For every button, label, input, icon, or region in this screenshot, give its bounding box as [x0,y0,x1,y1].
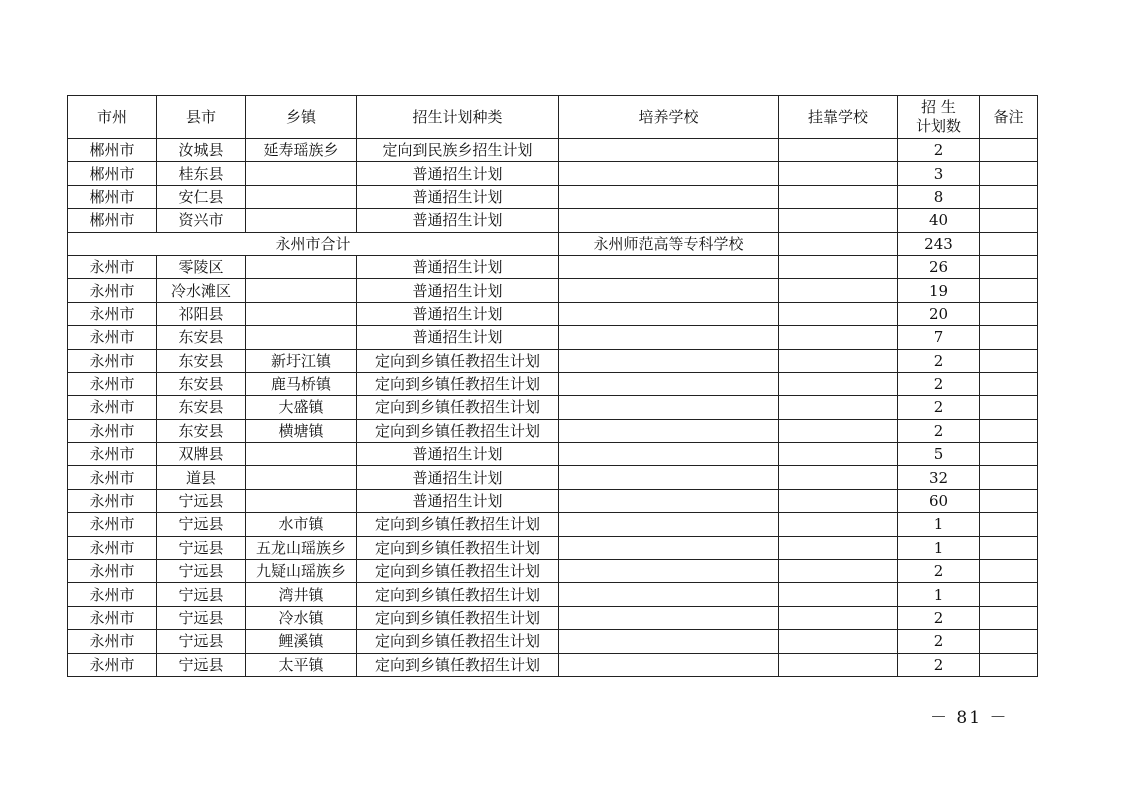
cell-plan-type: 普通招生计划 [357,443,559,466]
cell-county: 道县 [157,466,246,489]
cell-affiliated [779,162,898,185]
cell-county: 东安县 [157,372,246,395]
cell-affiliated [779,630,898,653]
cell-affiliated [779,513,898,536]
table-row [68,209,1038,232]
cell-county: 东安县 [157,396,246,419]
cell-county: 东安县 [157,419,246,442]
cell-plan-type: 普通招生计划 [357,185,559,208]
header-affiliated: 挂靠学校 [779,96,898,139]
table-row [68,489,1038,512]
cell-city: 永州市 [68,513,157,536]
cell-count: 20 [898,302,980,325]
summary-count: 243 [898,232,980,255]
cell-city: 永州市 [68,255,157,278]
table-row [68,279,1038,302]
cell-county: 冷水滩区 [157,279,246,302]
table-row [68,326,1038,349]
cell-city: 永州市 [68,396,157,419]
summary-affiliated [779,232,898,255]
cell-city: 永州市 [68,653,157,676]
cell-affiliated [779,349,898,372]
cell-plan-type: 定向到乡镇任教招生计划 [357,606,559,629]
header-school: 培养学校 [559,96,779,139]
cell-city: 郴州市 [68,162,157,185]
cell-county: 宁远县 [157,536,246,559]
cell-note [980,139,1038,162]
cell-note [980,372,1038,395]
cell-affiliated [779,396,898,419]
cell-school [559,139,779,162]
cell-affiliated [779,372,898,395]
cell-school [559,372,779,395]
cell-school [559,326,779,349]
cell-affiliated [779,606,898,629]
cell-plan-type: 普通招生计划 [357,489,559,512]
cell-note [980,279,1038,302]
cell-count: 2 [898,419,980,442]
table-row [68,396,1038,419]
cell-plan-type: 普通招生计划 [357,255,559,278]
table-row [68,583,1038,606]
cell-note [980,536,1038,559]
cell-note [980,302,1038,325]
header-plan-type: 招生计划种类 [357,96,559,139]
cell-plan-type: 普通招生计划 [357,326,559,349]
cell-school [559,419,779,442]
cell-county: 宁远县 [157,560,246,583]
cell-count: 2 [898,396,980,419]
cell-affiliated [779,209,898,232]
cell-county: 东安县 [157,326,246,349]
cell-city: 永州市 [68,443,157,466]
cell-count: 32 [898,466,980,489]
table-row [68,466,1038,489]
cell-school [559,279,779,302]
cell-town [246,443,357,466]
cell-county: 宁远县 [157,630,246,653]
cell-plan-type: 定向到乡镇任教招生计划 [357,419,559,442]
cell-city: 永州市 [68,536,157,559]
cell-plan-type: 普通招生计划 [357,302,559,325]
cell-city: 郴州市 [68,185,157,208]
table-row [68,653,1038,676]
cell-affiliated [779,255,898,278]
header-town: 乡镇 [246,96,357,139]
table-row [68,560,1038,583]
cell-county: 东安县 [157,349,246,372]
summary-section [68,232,1038,255]
cell-city: 永州市 [68,466,157,489]
cell-affiliated [779,185,898,208]
table-row [68,536,1038,559]
cell-city: 郴州市 [68,209,157,232]
header-count-line1: 招 生 [921,98,956,116]
cell-town [246,185,357,208]
rows-before [68,139,1038,233]
cell-count: 60 [898,489,980,512]
cell-note [980,349,1038,372]
cell-county: 祁阳县 [157,302,246,325]
cell-affiliated [779,139,898,162]
cell-note [980,583,1038,606]
cell-plan-type: 定向到乡镇任教招生计划 [357,396,559,419]
cell-affiliated [779,302,898,325]
cell-affiliated [779,536,898,559]
cell-town [246,326,357,349]
cell-city: 永州市 [68,630,157,653]
enrollment-plan-table [67,95,1038,677]
table-row [68,372,1038,395]
cell-town: 横塘镇 [246,419,357,442]
cell-affiliated [779,583,898,606]
cell-city: 永州市 [68,279,157,302]
cell-count: 40 [898,209,980,232]
cell-plan-type: 定向到民族乡招生计划 [357,139,559,162]
cell-school [559,513,779,536]
cell-note [980,396,1038,419]
table-row [68,162,1038,185]
cell-count: 7 [898,326,980,349]
cell-city: 永州市 [68,349,157,372]
cell-town: 湾井镇 [246,583,357,606]
cell-city: 永州市 [68,583,157,606]
table-row [68,255,1038,278]
table-row [68,139,1038,162]
cell-note [980,162,1038,185]
cell-county: 宁远县 [157,606,246,629]
cell-plan-type: 定向到乡镇任教招生计划 [357,372,559,395]
cell-town: 冷水镇 [246,606,357,629]
cell-school [559,630,779,653]
cell-city: 永州市 [68,302,157,325]
cell-school [559,162,779,185]
cell-town [246,489,357,512]
cell-count: 2 [898,606,980,629]
cell-count: 19 [898,279,980,302]
cell-county: 资兴市 [157,209,246,232]
cell-count: 2 [898,630,980,653]
cell-county: 双牌县 [157,443,246,466]
cell-count: 1 [898,583,980,606]
cell-count: 1 [898,513,980,536]
cell-count: 2 [898,653,980,676]
cell-note [980,443,1038,466]
cell-town: 九疑山瑶族乡 [246,560,357,583]
table-row [68,606,1038,629]
cell-affiliated [779,443,898,466]
cell-town: 延寿瑶族乡 [246,139,357,162]
summary-school: 永州师范高等专科学校 [559,232,779,255]
table-row [68,419,1038,442]
cell-school [559,255,779,278]
cell-plan-type: 普通招生计划 [357,162,559,185]
cell-city: 永州市 [68,372,157,395]
cell-city: 郴州市 [68,139,157,162]
cell-town [246,209,357,232]
cell-town: 大盛镇 [246,396,357,419]
cell-town [246,302,357,325]
cell-note [980,419,1038,442]
cell-city: 永州市 [68,560,157,583]
cell-count: 2 [898,139,980,162]
cell-affiliated [779,279,898,302]
table-row [68,630,1038,653]
cell-town [246,279,357,302]
cell-county: 宁远县 [157,513,246,536]
cell-city: 永州市 [68,419,157,442]
cell-count: 26 [898,255,980,278]
page-number: － 81 － [930,708,1009,728]
cell-town [246,466,357,489]
cell-note [980,209,1038,232]
cell-note [980,326,1038,349]
cell-note [980,513,1038,536]
header-note: 备注 [980,96,1038,139]
cell-county: 桂东县 [157,162,246,185]
cell-note [980,606,1038,629]
cell-town: 太平镇 [246,653,357,676]
cell-count: 2 [898,372,980,395]
cell-note [980,466,1038,489]
cell-town: 鲤溪镇 [246,630,357,653]
cell-town: 鹿马桥镇 [246,372,357,395]
cell-school [559,443,779,466]
cell-affiliated [779,326,898,349]
summary-note [980,232,1038,255]
cell-town: 五龙山瑶族乡 [246,536,357,559]
cell-affiliated [779,653,898,676]
cell-school [559,302,779,325]
header-count-line2: 计划数 [915,117,961,135]
summary-label: 永州市合计 [68,232,559,255]
cell-note [980,489,1038,512]
table-row [68,443,1038,466]
cell-school [559,536,779,559]
table-row [68,349,1038,372]
table-row [68,302,1038,325]
cell-town [246,162,357,185]
cell-school [559,653,779,676]
header-city: 市州 [68,96,157,139]
table-row [68,513,1038,536]
cell-county: 安仁县 [157,185,246,208]
cell-town: 水市镇 [246,513,357,536]
cell-plan-type: 普通招生计划 [357,279,559,302]
cell-school [559,396,779,419]
cell-count: 2 [898,349,980,372]
cell-plan-type: 普通招生计划 [357,209,559,232]
cell-plan-type: 定向到乡镇任教招生计划 [357,653,559,676]
cell-town [246,255,357,278]
table-header-row [68,96,1038,139]
cell-school [559,583,779,606]
cell-note [980,255,1038,278]
cell-city: 永州市 [68,489,157,512]
cell-city: 永州市 [68,606,157,629]
cell-school [559,560,779,583]
cell-plan-type: 定向到乡镇任教招生计划 [357,630,559,653]
cell-school [559,466,779,489]
cell-note [980,653,1038,676]
cell-plan-type: 普通招生计划 [357,466,559,489]
header-count [898,96,980,139]
cell-school [559,349,779,372]
cell-county: 汝城县 [157,139,246,162]
cell-count: 1 [898,536,980,559]
cell-note [980,185,1038,208]
cell-county: 宁远县 [157,653,246,676]
cell-plan-type: 定向到乡镇任教招生计划 [357,583,559,606]
cell-count: 5 [898,443,980,466]
cell-county: 宁远县 [157,489,246,512]
cell-city: 永州市 [68,326,157,349]
rows-after [68,255,1038,676]
cell-count: 3 [898,162,980,185]
cell-county: 零陵区 [157,255,246,278]
cell-count: 2 [898,560,980,583]
cell-school [559,209,779,232]
cell-school [559,185,779,208]
table-row [68,185,1038,208]
cell-note [980,630,1038,653]
cell-school [559,606,779,629]
summary-row [68,232,1038,255]
cell-plan-type: 定向到乡镇任教招生计划 [357,560,559,583]
header-county: 县市 [157,96,246,139]
cell-plan-type: 定向到乡镇任教招生计划 [357,536,559,559]
cell-affiliated [779,489,898,512]
cell-affiliated [779,466,898,489]
cell-town: 新圩江镇 [246,349,357,372]
cell-county: 宁远县 [157,583,246,606]
cell-count: 8 [898,185,980,208]
cell-affiliated [779,560,898,583]
cell-affiliated [779,419,898,442]
cell-note [980,560,1038,583]
cell-school [559,489,779,512]
cell-plan-type: 定向到乡镇任教招生计划 [357,513,559,536]
cell-plan-type: 定向到乡镇任教招生计划 [357,349,559,372]
